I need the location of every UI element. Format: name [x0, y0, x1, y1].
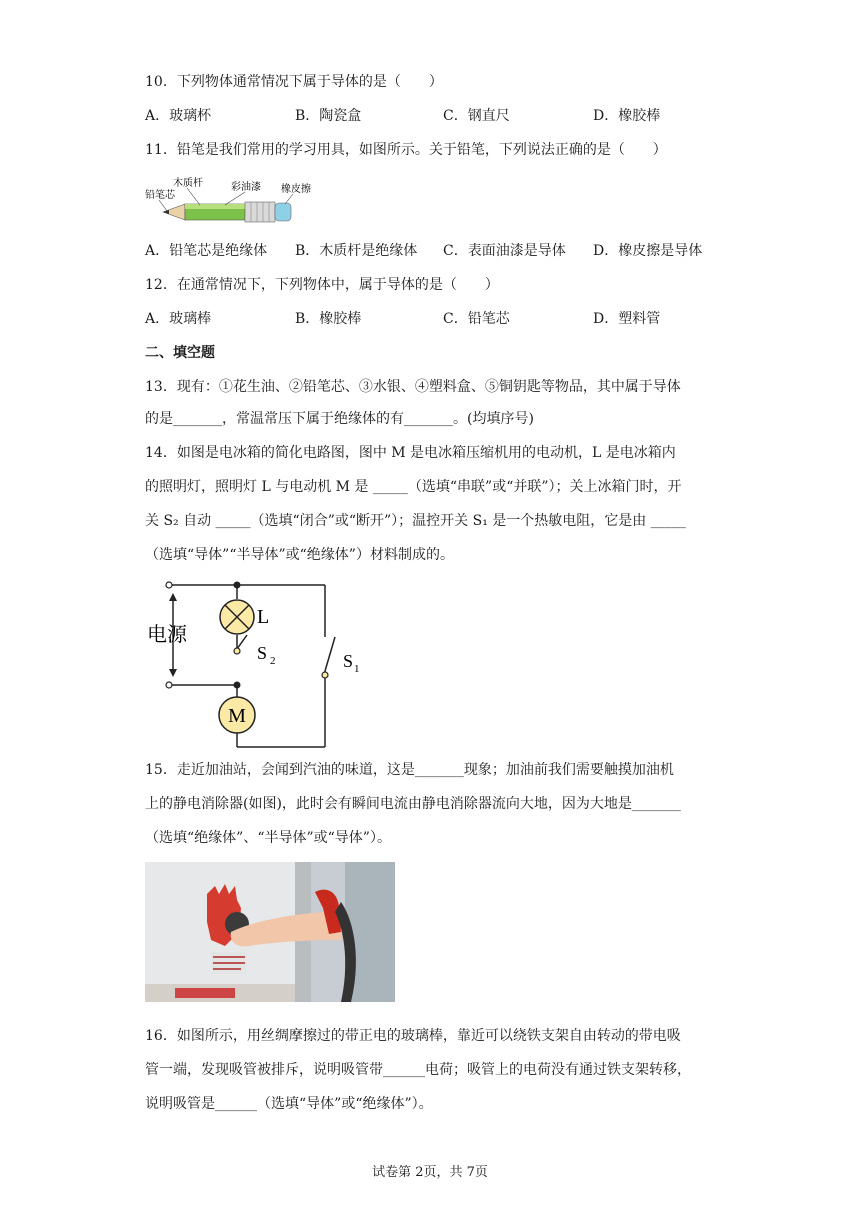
- static-eliminator-photo: [145, 862, 395, 1002]
- q15-line1: 15．走近加油站，会闻到汽油的味道，这是_______现象；加油前我们需要触摸加油机: [145, 762, 674, 778]
- label-wood-barrel: 木质杆: [173, 178, 203, 189]
- q14-line1: 14．如图是电冰箱的简化电路图，图中 M 是电冰箱压缩机用的电动机，L 是电冰箱内: [145, 445, 676, 461]
- source-label: 电源: [147, 622, 187, 646]
- q10-option-b: B．陶瓷盒: [295, 108, 362, 124]
- label-eraser: 橡皮擦: [281, 184, 311, 195]
- q13-line2: 的是_______，常温常压下属于绝缘体的有_______。(均填序号): [145, 411, 534, 427]
- q14-line4: （选填“导体”“半导体”或“绝缘体”）材料制成的。: [145, 547, 454, 563]
- q12-stem: 12．在通常情况下，下列物体中，属于导体的是（ ）: [145, 277, 499, 293]
- q11-stem: 11．铅笔是我们常用的学习用具，如图所示。关于铅笔，下列说法正确的是（ ）: [145, 142, 667, 158]
- q12-options: [145, 309, 745, 329]
- q10-stem: 10．下列物体通常情况下属于导体的是（ ）: [145, 74, 443, 90]
- motor-label: M: [228, 705, 246, 727]
- q14-line2: 的照明灯，照明灯 L 与电动机 M 是 _____（选填“串联”或“并联”）；关上冰箱门时，开: [145, 479, 682, 495]
- label-paint: 彩油漆: [231, 182, 261, 193]
- page-footer: 试卷第 2页，共 7页: [372, 1165, 488, 1180]
- q10-option-d: D．橡胶棒: [593, 108, 661, 124]
- q10-options: [145, 106, 745, 126]
- q14-line3: 关 S₂ 自动 _____（选填“闭合”或“断开”）；温控开关 S₁ 是一个热敏电阻，它是由 _____: [145, 513, 686, 529]
- q11-options: [145, 241, 745, 261]
- q11-option-b: B．木质杆是绝缘体: [295, 243, 418, 259]
- section-heading: 二、填空题: [145, 345, 215, 361]
- q13-line1: 13．现有：①花生油、②铅笔芯、③水银、④塑料盒、⑤铜钥匙等物品，其中属于导体: [145, 379, 681, 395]
- q16-line2: 管一端，发现吸管被排斥，说明吸管带______电荷；吸管上的电荷没有通过铁支架转移，: [145, 1062, 691, 1078]
- q15-line3: （选填“绝缘体”、“半导体”或“导体”）。: [145, 830, 391, 846]
- s1-subscript: 1: [354, 663, 360, 675]
- q16-line3: 说明吸管是______（选填“导体”或“绝缘体”）。: [145, 1096, 433, 1112]
- q11-option-a: A．铅笔芯是绝缘体: [145, 243, 268, 259]
- q12-option-d: D．塑料管: [593, 311, 661, 327]
- s2-subscript: 2: [270, 655, 276, 667]
- s1-label: S: [343, 651, 354, 671]
- lamp-label: L: [257, 606, 270, 628]
- label-pencil-lead: 铅笔芯: [145, 190, 175, 201]
- pencil-figure: [145, 172, 325, 230]
- circuit-diagram: [145, 575, 360, 753]
- s2-label: S: [257, 643, 268, 663]
- q10-option-a: A．玻璃杯: [145, 108, 212, 124]
- q12-option-a: A．玻璃棒: [145, 311, 212, 327]
- q15-line2: 上的静电消除器(如图)，此时会有瞬间电流由静电消除器流向大地，因为大地是_______: [145, 796, 681, 812]
- q12-option-c: C．铅笔芯: [443, 311, 510, 327]
- q16-line1: 16．如图所示，用丝绸摩擦过的带正电的玻璃棒，靠近可以绕铁支架自由转动的带电吸: [145, 1028, 681, 1044]
- q11-option-d: D．橡皮擦是导体: [593, 243, 703, 259]
- q10-option-c: C．钢直尺: [443, 108, 510, 124]
- q11-option-c: C．表面油漆是导体: [443, 243, 566, 259]
- q12-option-b: B．橡胶棒: [295, 311, 362, 327]
